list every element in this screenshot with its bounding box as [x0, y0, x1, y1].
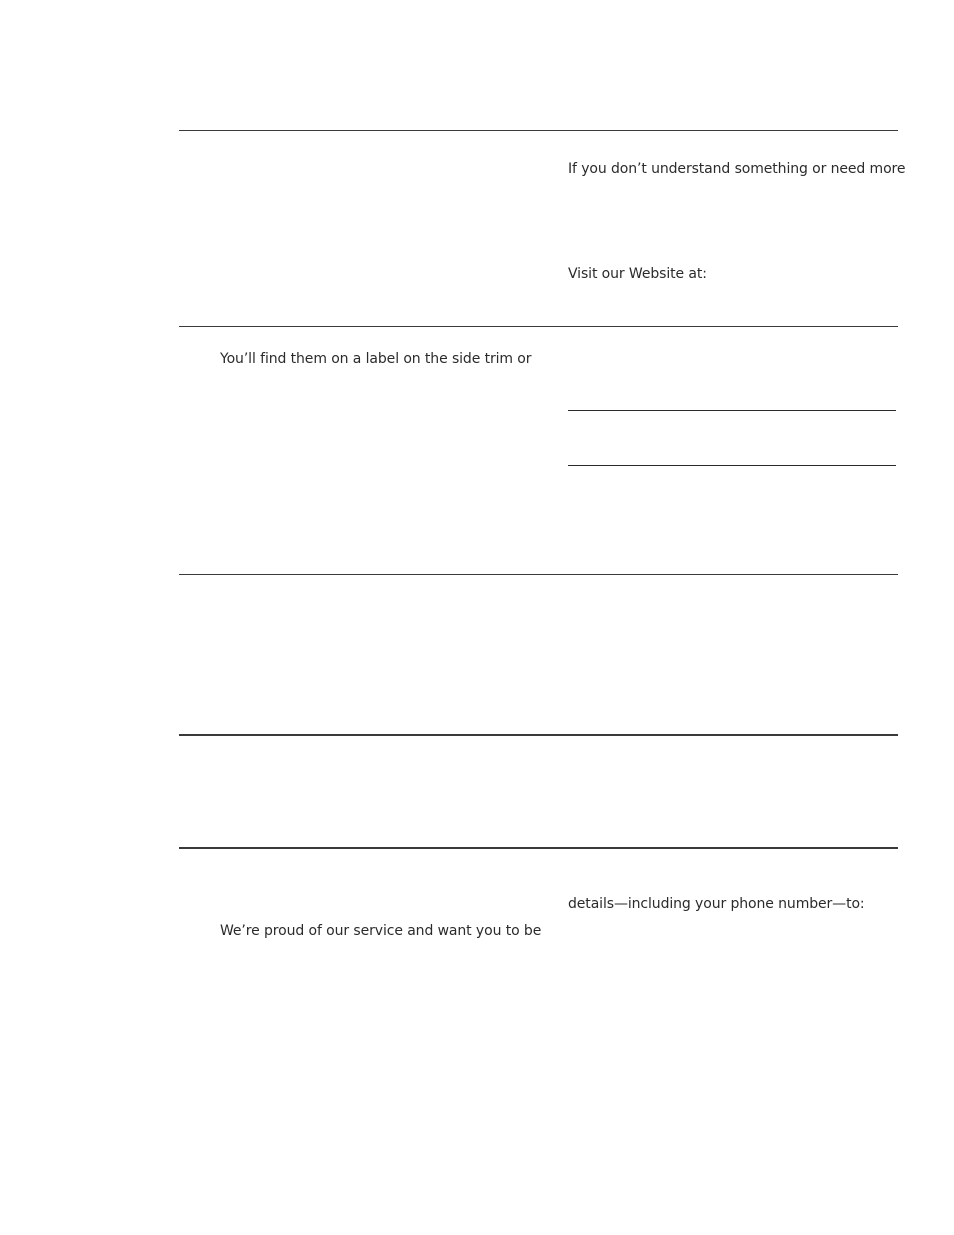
service-proud-text: We’re proud of our service and want you to be: [220, 923, 542, 939]
section-divider-1: [179, 130, 898, 131]
label-location-text: You’ll find them on a label on the side trim or: [220, 351, 532, 367]
website-label: Visit our Website at:: [568, 266, 707, 282]
section-divider-5: [179, 847, 898, 849]
section-divider-2: [179, 326, 898, 327]
service-details-text: details—including your phone number—to:: [568, 896, 865, 912]
model-number-write-line: [568, 410, 896, 411]
section-divider-4: [179, 734, 898, 736]
serial-number-write-line: [568, 465, 896, 466]
section-divider-3: [179, 574, 898, 575]
questions-intro-text: If you don’t understand something or need more: [568, 161, 906, 177]
